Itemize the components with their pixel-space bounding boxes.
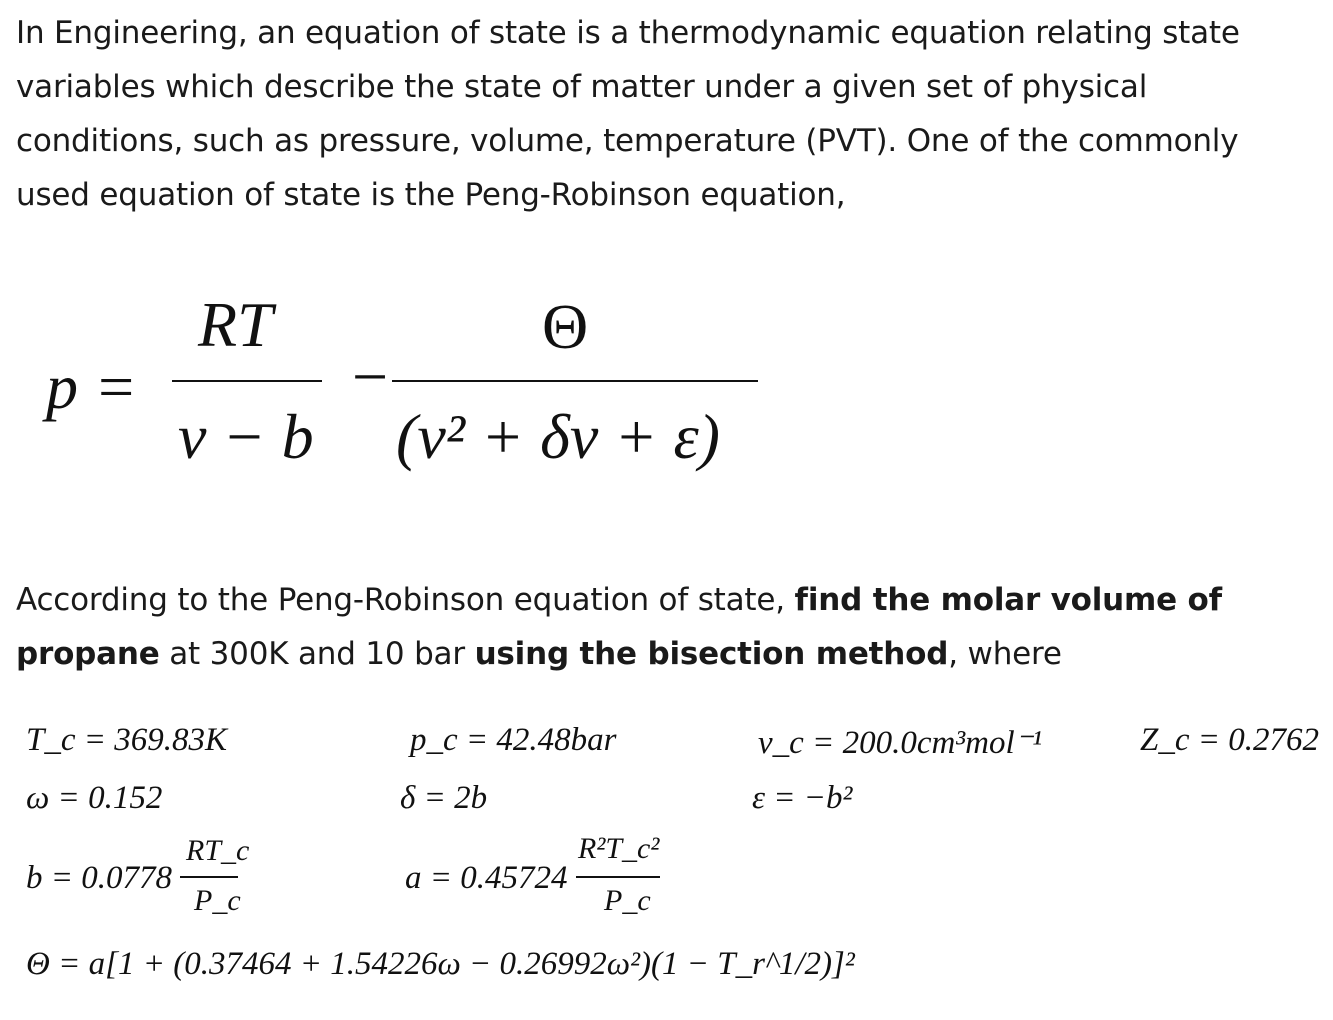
b-definition-denominator: P_c	[194, 884, 241, 917]
equation-minus: −	[352, 341, 389, 412]
question-text-2: at 300K and 10 bar	[159, 636, 475, 672]
theta-definition: Θ = a[1 + (0.37464 + 1.54226ω − 0.26992ω²)(1 − T_r^1/2)]²	[26, 946, 855, 982]
b-fraction-bar	[180, 876, 238, 878]
a-definition-lhs: a = 0.45724	[405, 860, 568, 896]
equation-term2-denominator: (v² + δv + ε)	[396, 401, 720, 472]
b-definition-lhs: b = 0.0778	[26, 860, 173, 896]
question-paragraph	[16, 573, 1316, 681]
equation-term1-numerator: RT	[198, 289, 273, 360]
equation-term1-denominator: v − b	[178, 401, 314, 472]
question-bold-1: find the molar volume of propane	[16, 582, 1222, 672]
critical-volume: v_c = 200.0cm³mol⁻¹	[758, 725, 1042, 761]
equation-term1-fraction-bar	[172, 380, 322, 382]
equation-term2-fraction-bar	[392, 380, 758, 382]
epsilon-definition: ε = −b²	[752, 780, 853, 816]
critical-temperature: T_c = 369.83K	[26, 722, 228, 758]
critical-pressure: p_c = 42.48bar	[410, 722, 617, 758]
a-definition-denominator: P_c	[604, 884, 651, 917]
question-text-3: , where	[948, 636, 1062, 672]
b-definition-numerator: RT_c	[186, 834, 250, 867]
question-text-1: According to the Peng-Robinson equation of state,	[16, 582, 795, 618]
intro-paragraph: In Engineering, an equation of state is a thermodynamic equation relating state variables which describe the state of matter under a given set of physical conditions, such as pressure, volume, temperature (PVT). One of the commonly used equation of state is the Peng-Robinson equation,	[16, 15, 1240, 213]
a-fraction-bar	[576, 876, 660, 878]
delta-definition: δ = 2b	[400, 780, 488, 816]
equation-term2-numerator: Θ	[542, 291, 589, 362]
question-bold-2: using the bisection method	[474, 636, 949, 672]
critical-compressibility: Z_c = 0.2762	[1140, 722, 1320, 758]
a-definition-numerator: R²T_c²	[578, 832, 660, 865]
equation-lhs: p =	[46, 351, 138, 422]
acentric-factor: ω = 0.152	[26, 780, 163, 816]
